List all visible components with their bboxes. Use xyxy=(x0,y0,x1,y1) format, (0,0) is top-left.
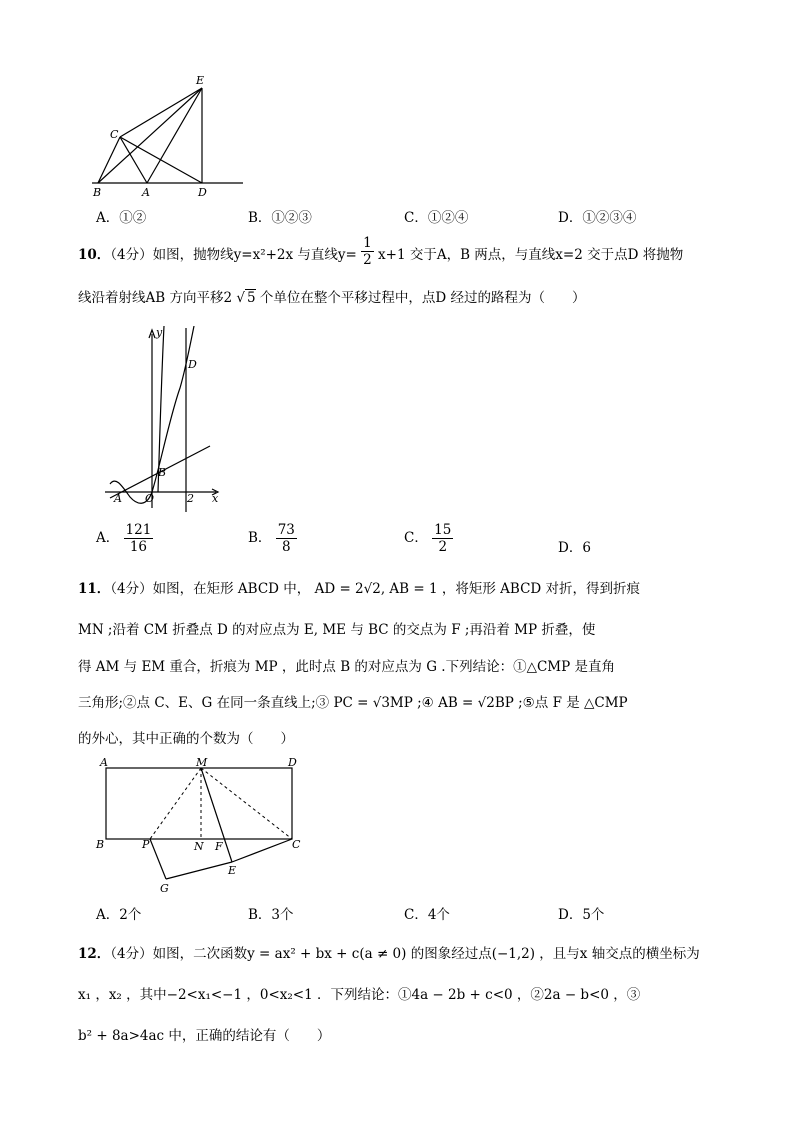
q11-label-e: E xyxy=(228,864,237,877)
q10-option-b-prefix: B． xyxy=(248,530,272,547)
q9-label-b: B xyxy=(93,186,102,199)
q10-text-1a: 如图，抛物线y=x²+2x 与直线y= xyxy=(152,247,357,264)
q12-line-1 xyxy=(78,942,700,962)
q10-label-b: B xyxy=(158,466,167,479)
q9-label-e: E xyxy=(196,74,205,87)
q11-line-2: MN ;沿着 CM 折叠点 D 的对应点为 E, ME 与 BC 的交点为 F ;再沿着 MP 折叠，使 xyxy=(78,622,596,638)
q11-number: 11． xyxy=(78,581,111,597)
q11-label-p: P xyxy=(142,838,150,851)
q11-label-f: F xyxy=(215,840,223,853)
q10-number: 10． xyxy=(78,247,111,264)
q10-label-a: A xyxy=(114,492,122,505)
q11-line-5: 的外心，其中正确的个数为（ ） xyxy=(78,731,294,747)
q9-option-d[interactable]: D．①②③④ xyxy=(558,210,637,226)
q11-option-a[interactable]: A．2个 xyxy=(96,907,142,923)
q10-label-y: y xyxy=(156,326,163,339)
q10-option-a[interactable] xyxy=(96,522,153,555)
q11-line-4: 三角形;②点 C、E、G 在同一条直线上;③ PC = √3MP ;④ AB = √2BP ;⑤点 F 是 △CMP xyxy=(78,695,628,711)
q11-label-d: D xyxy=(288,756,297,769)
q10-option-d[interactable]: D．6 xyxy=(558,540,591,556)
q9-label-a: A xyxy=(142,186,150,199)
q9-option-a[interactable]: A．①② xyxy=(96,210,147,226)
q10-label-o: O xyxy=(145,492,155,505)
q10-frac-num: 1 xyxy=(363,235,372,251)
q11-figure xyxy=(94,756,310,896)
q11-label-n: N xyxy=(194,840,204,853)
q12-line-3: b² + 8a>4ac 中，正确的结论有（ ） xyxy=(78,1028,331,1044)
q10-option-b-num: 73 xyxy=(277,522,295,538)
q10-option-b-den: 8 xyxy=(282,539,291,556)
q12-score: （4分） xyxy=(110,946,153,962)
q10-label-d: D xyxy=(188,358,197,371)
q12-number: 12． xyxy=(78,946,111,962)
q10-option-a-den: 16 xyxy=(129,539,148,556)
q10-option-c-den: 2 xyxy=(438,539,448,556)
q9-option-c[interactable]: C．①②④ xyxy=(404,210,469,226)
q11-label-c: C xyxy=(292,838,301,851)
q10-option-c-prefix: C． xyxy=(404,530,428,547)
q12-line-2: x₁ ，x₂ ，其中−2<x₁<−1 ，0<x₂<1 ．下列结论：①4a − 2b + c<0 ，②2a − b<0 ，③ xyxy=(78,987,641,1003)
q12-text-1: 如图，二次函数y = ax² + bx + c(a ≠ 0) 的图象经过点(−1,2) ，且与x 轴交点的横坐标为 xyxy=(152,946,700,962)
q9-option-b[interactable]: B．①②③ xyxy=(248,210,312,226)
q10-fraction-half xyxy=(361,235,374,268)
q10-option-c[interactable] xyxy=(404,522,453,555)
q10-line-1 xyxy=(78,235,684,269)
q10-label-x: x xyxy=(212,492,219,505)
q10-text-2b: 个单位在整个平移过程中，点D 经过的路程为（ ） xyxy=(255,290,586,306)
q10-score: （4分） xyxy=(110,247,153,264)
q10-text-1b: x+1 交于A，B 两点，与直线x=2 交于点D 将抛物 xyxy=(373,247,684,264)
q9-figure xyxy=(88,70,248,200)
q11-label-m: M xyxy=(196,756,208,769)
q10-sqrt-5: 5 xyxy=(246,290,256,306)
q11-text-1: 如图，在矩形 ABCD 中， AD = 2√2, AB = 1 ，将矩形 ABCD 对折，得到折痕 xyxy=(152,581,641,597)
q11-option-d[interactable]: D．5个 xyxy=(558,907,605,923)
q10-text-2a: 线沿着射线AB 方向平移2 xyxy=(78,290,237,306)
q10-figure xyxy=(100,326,226,512)
q10-option-b-fraction xyxy=(276,522,297,555)
q11-line-1 xyxy=(78,577,640,597)
q10-frac-den: 2 xyxy=(363,252,372,269)
q10-option-a-num: 121 xyxy=(125,522,152,538)
q10-option-a-prefix: A． xyxy=(96,530,120,547)
q9-label-c: C xyxy=(110,128,119,141)
q11-label-g: G xyxy=(160,882,169,895)
q10-line-2: 线沿着射线AB 方向平移2 √ 5 个单位在整个平移过程中，点D 经过的路程为（ ） xyxy=(78,290,586,306)
q10-option-b[interactable] xyxy=(248,522,297,555)
q11-label-b: B xyxy=(96,838,105,851)
q10-option-c-fraction xyxy=(432,522,453,555)
q11-line-3: 得 AM 与 EM 重合，折痕为 MP ，此时点 B 的对应点为 G .下列结论：①△CMP 是直角 xyxy=(78,659,615,675)
q10-option-a-fraction xyxy=(124,522,154,555)
q11-score: （4分） xyxy=(110,581,153,597)
q11-option-b[interactable]: B．3个 xyxy=(248,907,294,923)
q9-label-d: D xyxy=(198,186,207,199)
q10-label-2: 2 xyxy=(187,492,194,505)
q11-label-a: A xyxy=(100,756,108,769)
q11-option-c[interactable]: C．4个 xyxy=(404,907,450,923)
q10-option-c-num: 15 xyxy=(434,522,452,538)
